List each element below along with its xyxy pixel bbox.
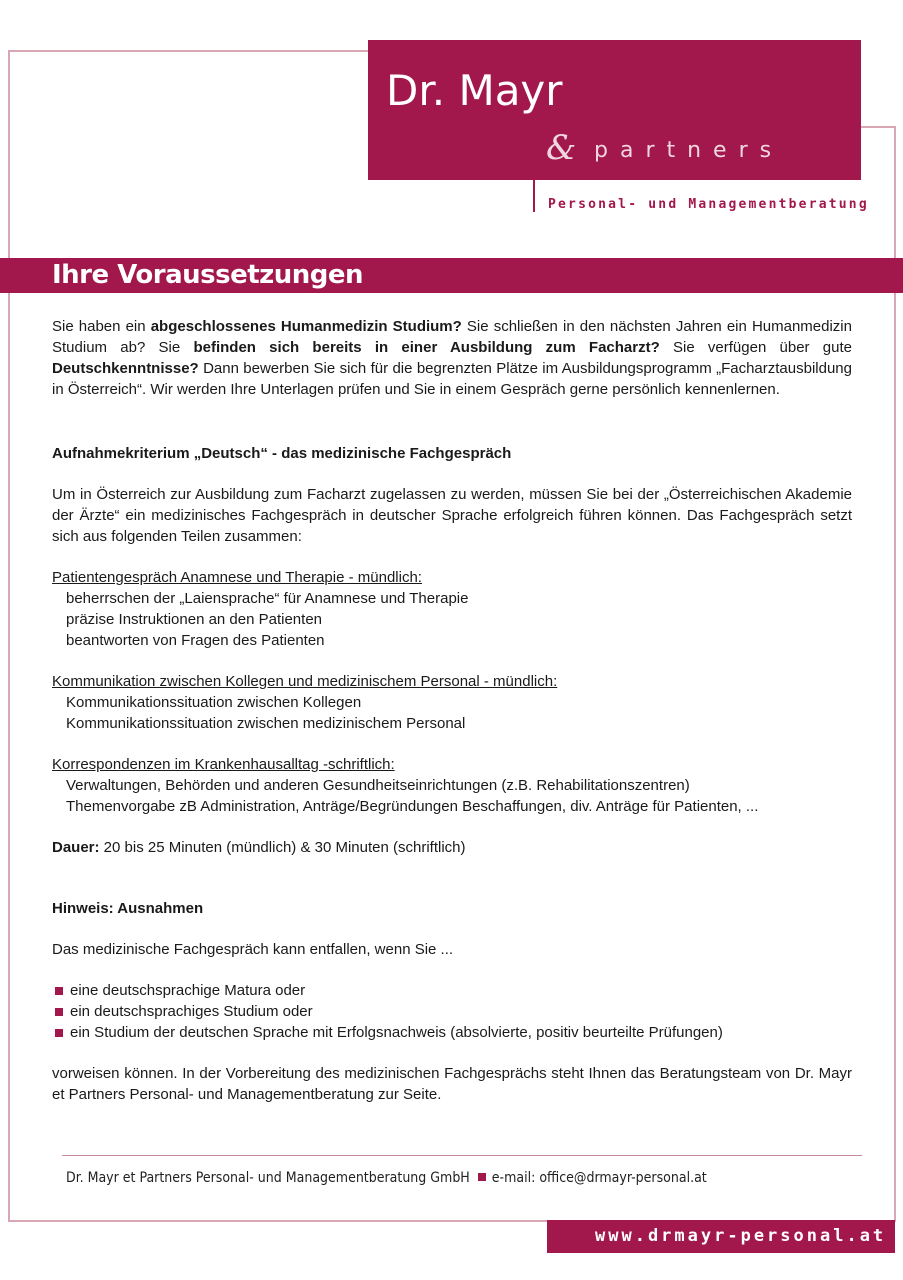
group-correspondence	[52, 754, 852, 817]
website-link[interactable]: www.drmayr-personal.at	[595, 1226, 887, 1246]
logo-partners: partners	[594, 138, 784, 163]
website-banner	[547, 1220, 895, 1253]
footer-divider	[62, 1155, 862, 1156]
list-item: Themenvorgabe zB Administration, Anträge/Begründungen Beschaffungen, div. Anträge für Patienten, ...	[66, 798, 759, 815]
footer-contact	[66, 1170, 707, 1186]
tagline: Personal- und Managementberatung	[548, 197, 869, 212]
bullet-square-icon	[55, 1029, 63, 1037]
exception-list	[52, 980, 852, 1043]
list-item: Kommunikationssituation zwischen Kollegen	[66, 694, 362, 711]
duration	[52, 837, 852, 858]
frame-line-bottom	[8, 1220, 548, 1222]
closing-paragraph: vorweisen können. In der Vorbereitung des medizinischen Fachgesprächs steht Ihnen das Beratungsteam von Dr. Mayr et Partners Personal- und Managementberatung zur Seite.	[52, 1065, 852, 1103]
logo-name: Dr. Mayr	[386, 66, 563, 115]
group-title: Patientengespräch Anamnese und Therapie - mündlich:	[52, 569, 422, 586]
intro-text-4: Dann bewerben Sie sich für die begrenzten Plätze im Ausbildungsprogramm „Facharztausbildung in Österreich“. Wir werden Ihre Unterlagen prüfen und Sie in einem Gespräch gerne persönlich kennenlernen.	[52, 360, 852, 398]
intro-bold-1: abgeschlossenes Humanmedizin Studium?	[150, 318, 462, 335]
intro-paragraph	[52, 316, 852, 400]
bullet-square-icon	[55, 987, 63, 995]
group-communication	[52, 671, 852, 734]
footer-square-icon	[478, 1173, 486, 1181]
group-patient	[52, 567, 852, 651]
intro-text-3: Sie verfügen über gute	[659, 339, 852, 356]
intro-bold-2: befinden sich bereits in einer Ausbildung zum Facharzt?	[193, 339, 660, 356]
bullet-text: eine deutschsprachige Matura oder	[70, 982, 306, 999]
bullet-text: ein Studium der deutschen Sprache mit Erfolgsnachweis (absolvierte, positiv beurteilte Prüfungen)	[70, 1024, 723, 1041]
list-item	[52, 1001, 852, 1022]
footer-company: Dr. Mayr et Partners Personal- und Managementberatung GmbH	[66, 1170, 470, 1186]
intro-bold-3: Deutschkenntnisse?	[52, 360, 199, 377]
list-item: Verwaltungen, Behörden und anderen Gesundheitseinrichtungen (z.B. Rehabilitationszentren)	[66, 777, 690, 794]
list-item	[52, 980, 852, 1001]
group-title: Kommunikation zwischen Kollegen und medizinischem Personal - mündlich:	[52, 673, 558, 690]
page-title: Ihre Voraussetzungen	[52, 260, 364, 290]
frame-line-left	[8, 50, 10, 1222]
list-item: beantworten von Fragen des Patienten	[66, 632, 325, 649]
section1-paragraph: Um in Österreich zur Ausbildung zum Facharzt zugelassen zu werden, müssen Sie bei der „Österreichischen Akademie der Ärzte“ ein medizinisches Fachgespräch in deutscher Sprache erfolgreich führen können. Das Fachgespräch setzt sich aus folgenden Teilen zusammen:	[52, 486, 852, 545]
group-title: Korrespondenzen im Krankenhausalltag -schriftlich:	[52, 756, 395, 773]
intro-text-1: Sie haben ein	[52, 318, 151, 335]
bullet-text: ein deutschsprachiges Studium oder	[70, 1003, 313, 1020]
section1-heading: Aufnahmekriterium „Deutsch“ - das medizinische Fachgespräch	[52, 445, 512, 462]
list-item: präzise Instruktionen an den Patienten	[66, 611, 323, 628]
title-band	[0, 258, 903, 293]
section2-heading: Hinweis: Ausnahmen	[52, 900, 204, 917]
bullet-square-icon	[55, 1008, 63, 1016]
main-content	[52, 316, 852, 1105]
frame-line-tagline-vert	[533, 180, 535, 212]
duration-label: Dauer:	[52, 839, 100, 856]
duration-text: 20 bis 25 Minuten (mündlich) & 30 Minuten (schriftlich)	[99, 839, 466, 856]
footer-email[interactable]: e-mail: office@drmayr-personal.at	[491, 1170, 707, 1186]
logo	[368, 40, 861, 180]
section2-paragraph: Das medizinische Fachgespräch kann entfallen, wenn Sie ...	[52, 941, 454, 958]
list-item	[52, 1022, 852, 1043]
list-item: Kommunikationssituation zwischen medizinischem Personal	[66, 715, 466, 732]
intro-text-2: Sie schließen in den nächsten Jahren ein Humanmedizin Studium ab? Sie	[52, 318, 852, 356]
list-item: beherrschen der „Laiensprache“ für Anamnese und Therapie	[66, 590, 469, 607]
logo-ampersand: &	[546, 128, 577, 168]
